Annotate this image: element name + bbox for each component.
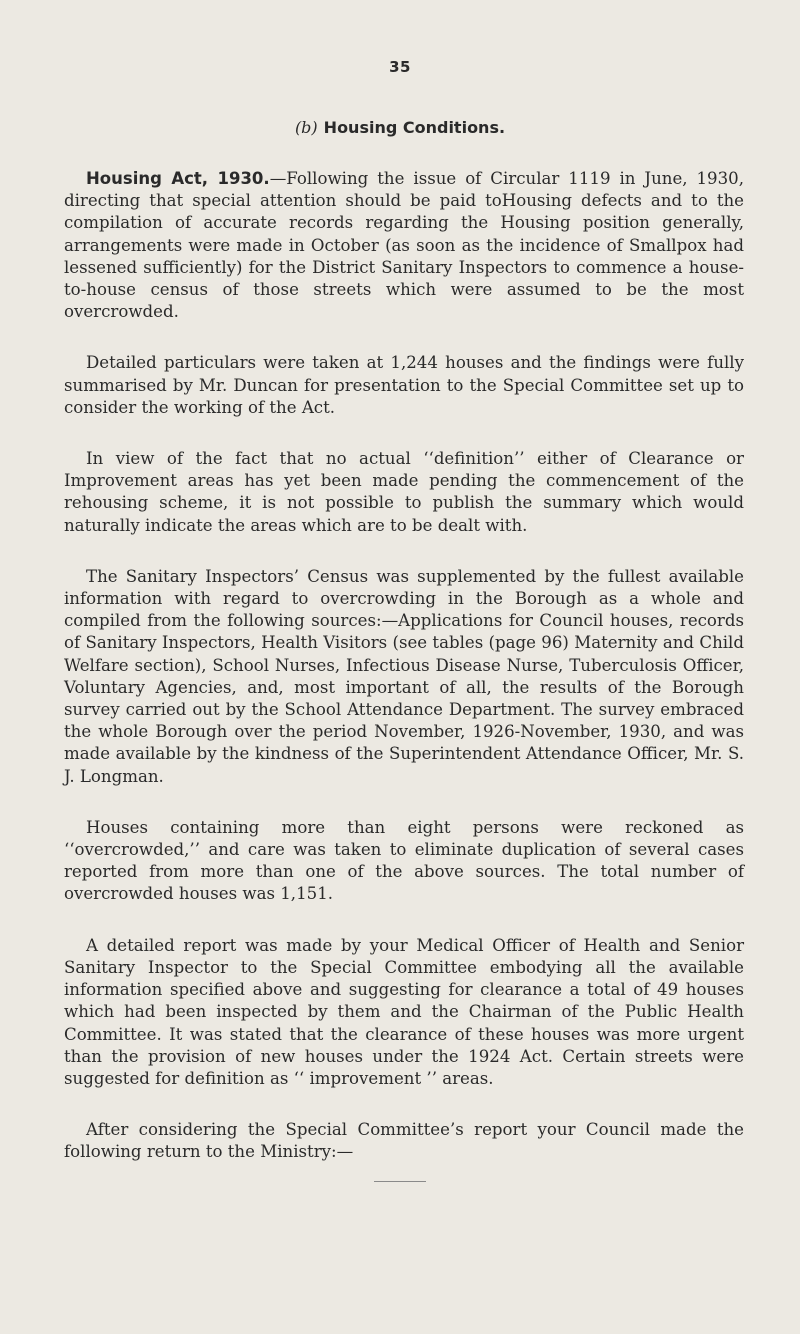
footer-divider — [374, 1181, 426, 1182]
page-number: 35 — [389, 58, 411, 76]
paragraph-particulars: Detailed particulars were taken at 1,244 houses and the findings were fully summarised by Mr. Duncan for presentation to the Special Committee set up to consider the working of the Act. — [64, 353, 744, 417]
paragraph-lead-heading: Housing Act, 1930. — [86, 169, 270, 188]
section-title: Housing Conditions. — [323, 118, 506, 137]
paragraph-overcrowded: Houses containing more than eight persons were reckoned as ‘‘overcrowded,’’ and care was taken to eliminate duplication of several cases reported from more than one of the above sources. The total number of overcrowded houses was 1,151. — [64, 817, 744, 904]
paragraph-census-sources: The Sanitary Inspectors’ Census was supplemented by the fullest available information with regard to overcrowding in the Borough as a whole and compiled from the following sources:—Applications for Council houses, records of Sanitary Inspectors, Health Visitors (see tables (page 96) Maternity and Child Welfare section), School Nurses, Infectious Disease Nurse, Tuberculosis Officer, Voluntary Agencies, and, most important of all, the results of the Borough survey carried out by the School Attendance Department. The survey embraced the whole Borough over the period November, 1926-November, 1930, and was made available by the kindness of the Superintendent Attendance Officer, Mr. S. J. Longman. — [64, 566, 744, 786]
section-marker: (b) — [294, 118, 318, 137]
paragraph-housing-act — [64, 168, 744, 323]
document-body — [64, 168, 744, 1193]
section-heading — [0, 118, 800, 137]
paragraph-definition: In view of the fact that no actual ‘‘definition’’ either of Clearance or Improvement areas has yet been made pending the commencement of the rehousing scheme, it is not possible to publish the summary which would naturally indicate the areas which are to be dealt with. — [64, 449, 744, 535]
paragraph-text: —Following the issue of Circular 1119 in June, 1930, directing that special attention should be paid toHousing defects and to the compilation of accurate records regarding the Housing position generally, arrangements were made in October (as soon as the incidence of Smallpox had lessened sufficiently) for the District Sanitary Inspectors to commence a house-to-house census of those streets which were assumed to be the most overcrowded. — [64, 169, 745, 322]
paragraph-council-return: After considering the Special Committee’s report your Council made the following return to the Ministry:— — [64, 1120, 744, 1162]
paragraph-detailed-report: A detailed report was made by your Medical Officer of Health and Senior Sanitary Inspector to the Special Committee embodying all the available information specified above and suggesting for clearance a total of 49 houses which had been inspected by them and the Chairman of the Public Health Committee. It was stated that the clearance of these houses was more urgent than the provision of new houses under the 1924 Act. Certain streets were suggested for definition as ‘‘ improvement ’’ areas. — [64, 935, 744, 1088]
